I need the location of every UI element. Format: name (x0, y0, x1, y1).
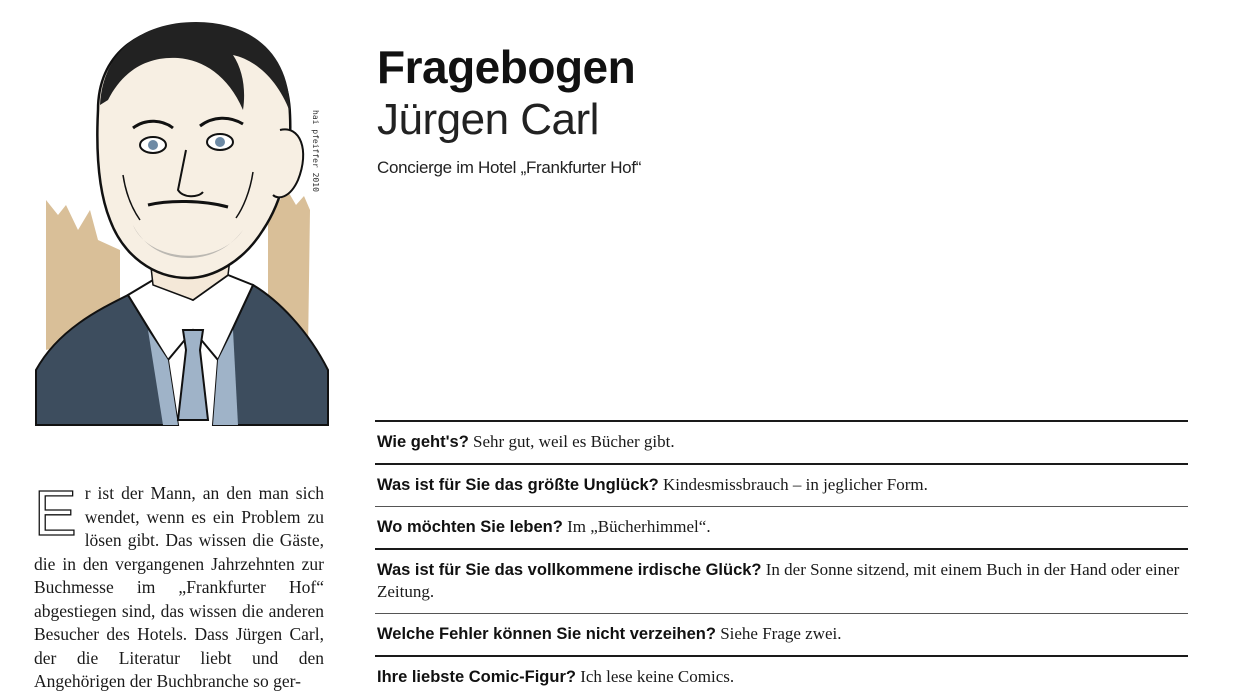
qa-item (375, 548, 1188, 613)
questionnaire (375, 420, 1188, 698)
portrait-illustration (28, 0, 338, 430)
article-header (377, 40, 1197, 178)
portrait-drawing (28, 0, 338, 430)
answer: Kindesmissbrauch – in jeglicher Form. (658, 475, 928, 494)
drop-cap: E (34, 477, 77, 549)
artist-signature: hai pfeiffer 2010 (311, 110, 320, 192)
qa-item (375, 613, 1188, 655)
answer: Siehe Frage zwei. (715, 624, 842, 643)
question: Ihre liebste Comic-Figur? (377, 668, 576, 686)
answer: Ich lese keine Comics. (575, 667, 735, 686)
question: Wo möchten Sie leben? (377, 518, 563, 536)
qa-item (375, 655, 1188, 698)
intro-body: r ist der Mann, an den man sich wendet, wenn es ein Problem zu lösen gibt. Das wissen die Gäste, die in den vergangenen Jahrzehnten zur Buchmesse im „Frankfurter Hof“ abgestiegen sind, das wissen die anderen Besucher des Hotels. Dass Jürgen Carl, der die Literatur liebt und den Angehörigen der Buchbranche so ger- (34, 483, 324, 691)
question: Wie geht's? (377, 433, 469, 451)
question: Was ist für Sie das größte Unglück? (377, 476, 659, 494)
qa-item (375, 506, 1188, 548)
answer: In der Sonne sitzend, mit einem Buch in der Hand oder einer Zeitung. (377, 560, 1180, 601)
answer: Sehr gut, weil es Bücher gibt. (468, 432, 675, 451)
question: Was ist für Sie das vollkommene irdische Glück? (377, 561, 762, 579)
page-title: Fragebogen (377, 41, 636, 93)
answer: Im „Bücherhimmel“. (562, 517, 711, 536)
question: Welche Fehler können Sie nicht verzeihen? (377, 625, 716, 643)
person-name: Jürgen Carl (377, 95, 599, 144)
qa-item (375, 463, 1188, 506)
qa-item (375, 420, 1188, 463)
person-role: Concierge im Hotel „Frankfurter Hof“ (377, 158, 642, 177)
intro-text (34, 477, 324, 694)
